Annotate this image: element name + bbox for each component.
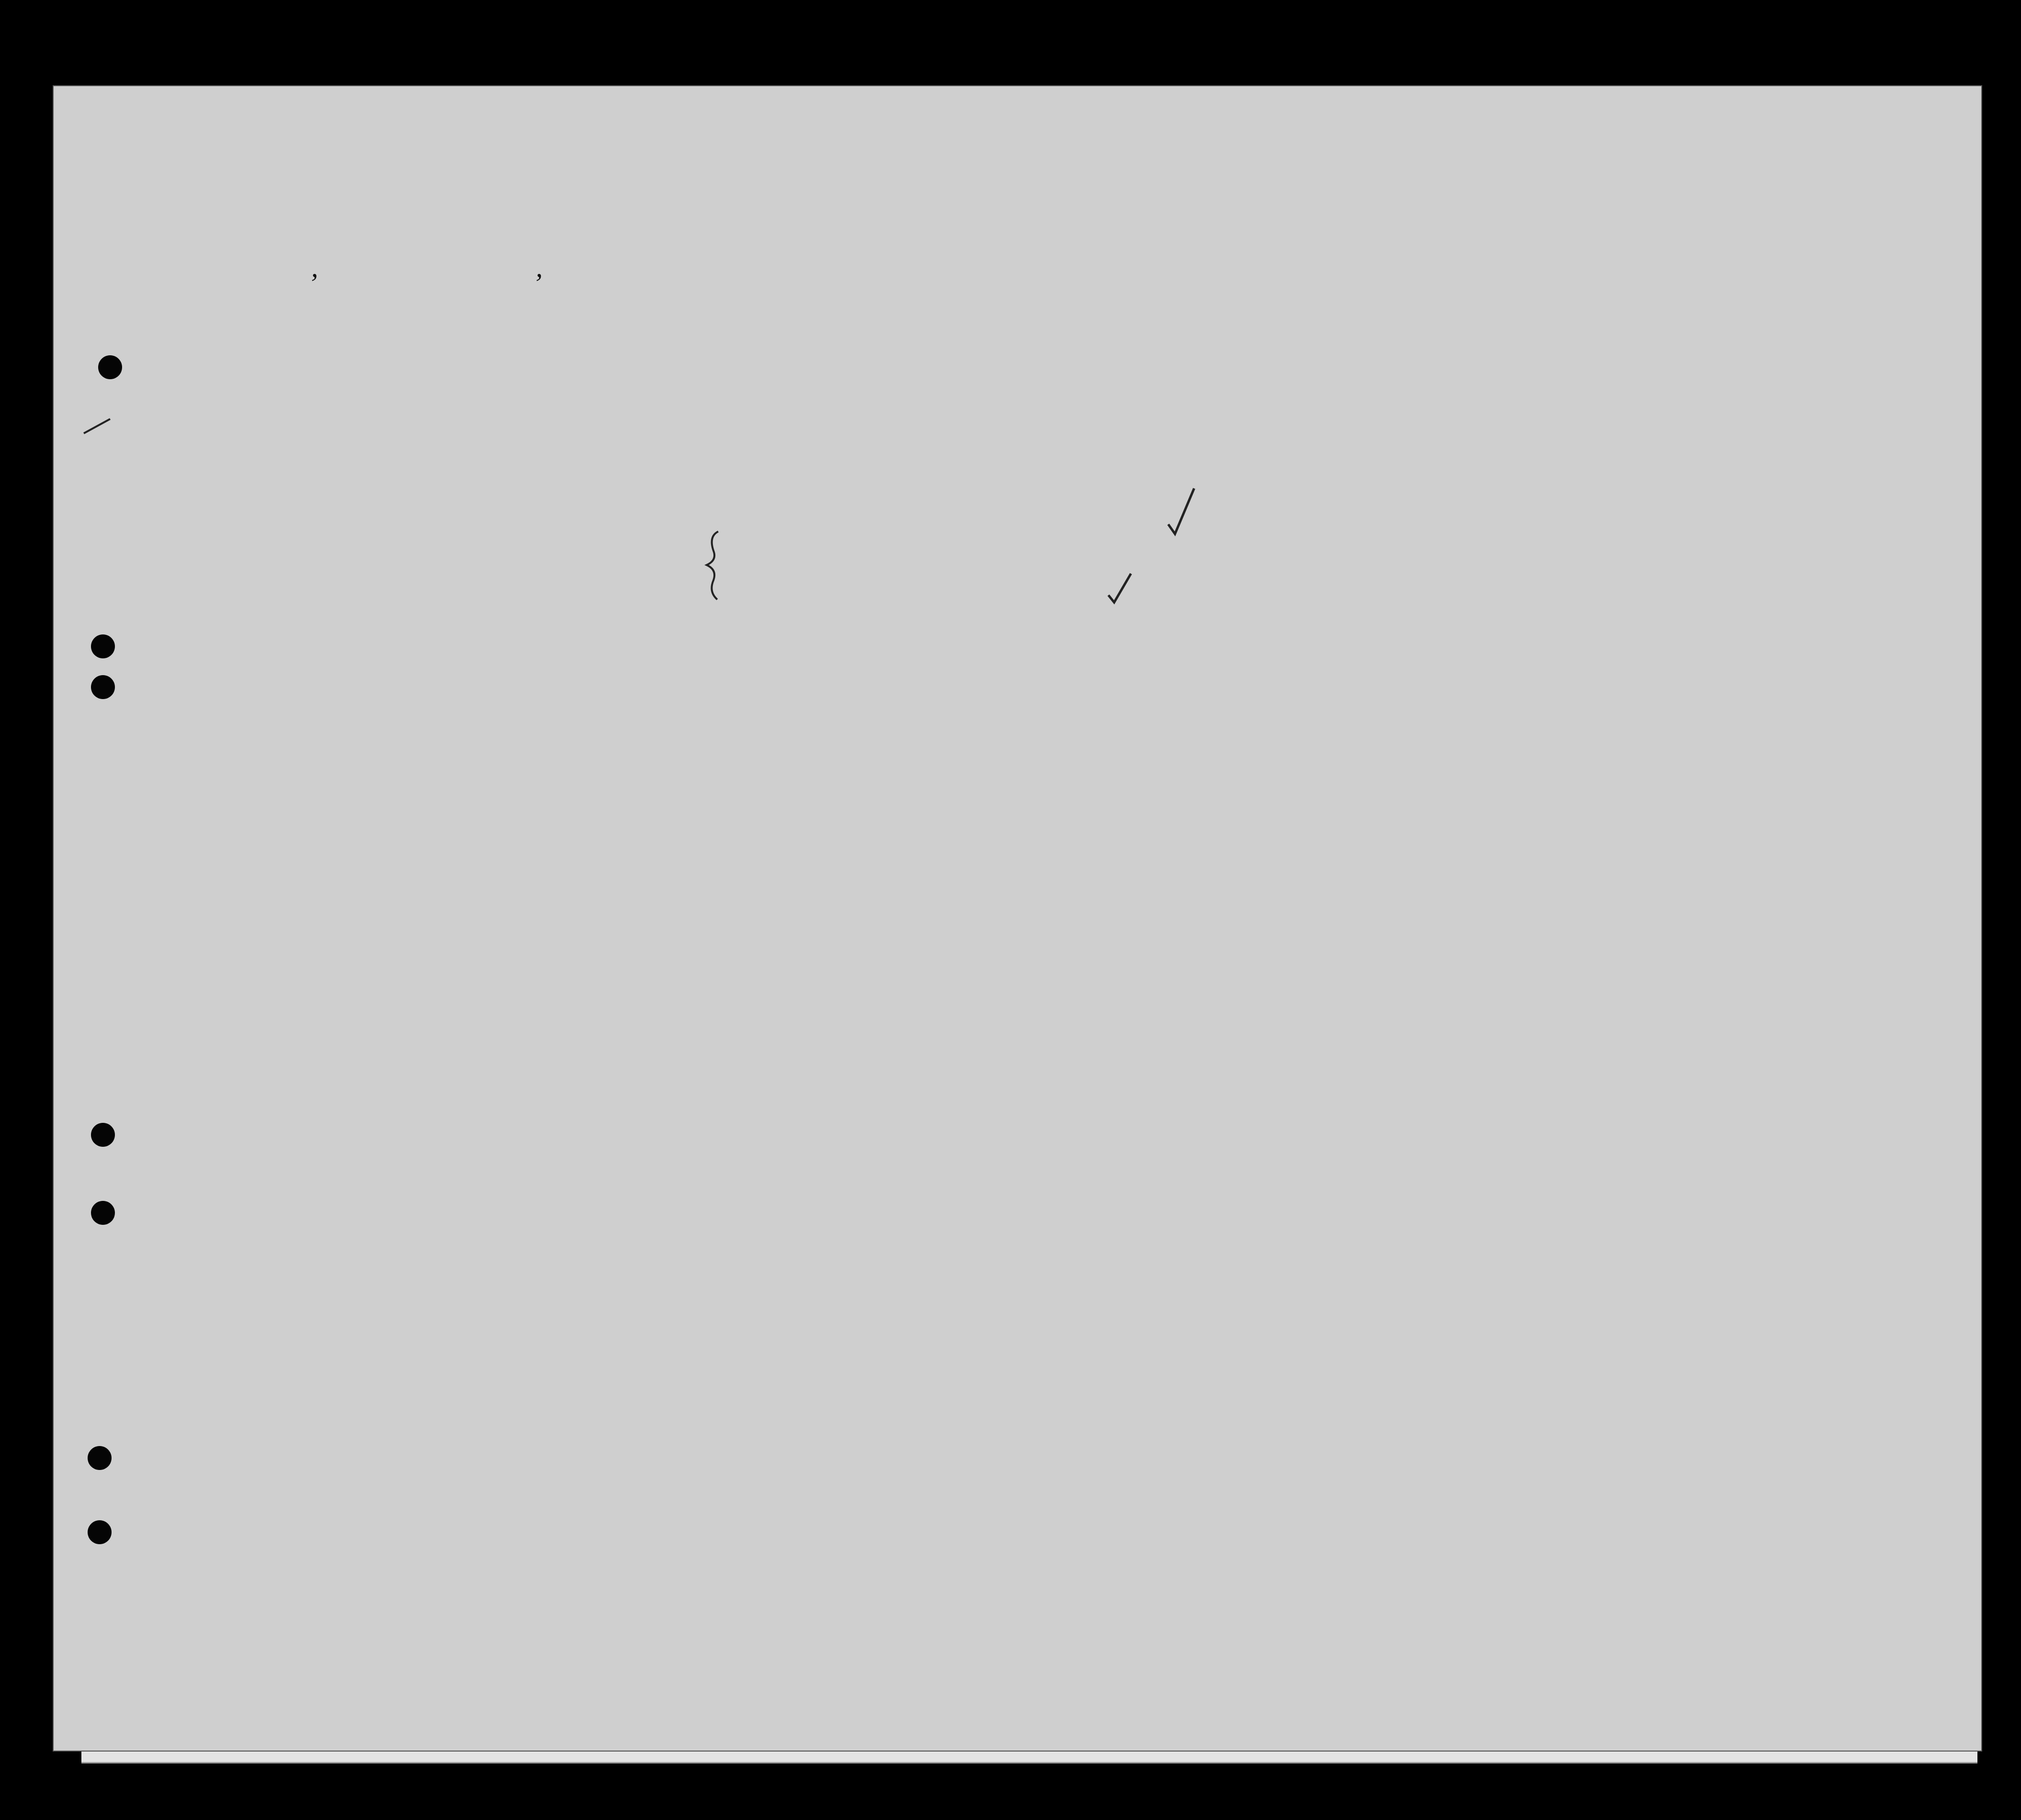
punch-hole-icon — [88, 1520, 112, 1544]
tick-mark-icon — [84, 419, 110, 433]
check-mark-icon — [1108, 574, 1131, 602]
check-mark-icon — [1168, 488, 1194, 534]
punch-hole-icon — [88, 1446, 112, 1470]
punch-hole-icon — [91, 634, 115, 658]
punch-hole-icon — [91, 675, 115, 699]
brace-icon — [707, 531, 718, 599]
punch-hole-icon — [91, 1201, 115, 1225]
arriving-line: , , — [311, 252, 543, 283]
punch-hole-icon — [98, 355, 122, 379]
punch-hole-icon — [91, 1123, 115, 1147]
